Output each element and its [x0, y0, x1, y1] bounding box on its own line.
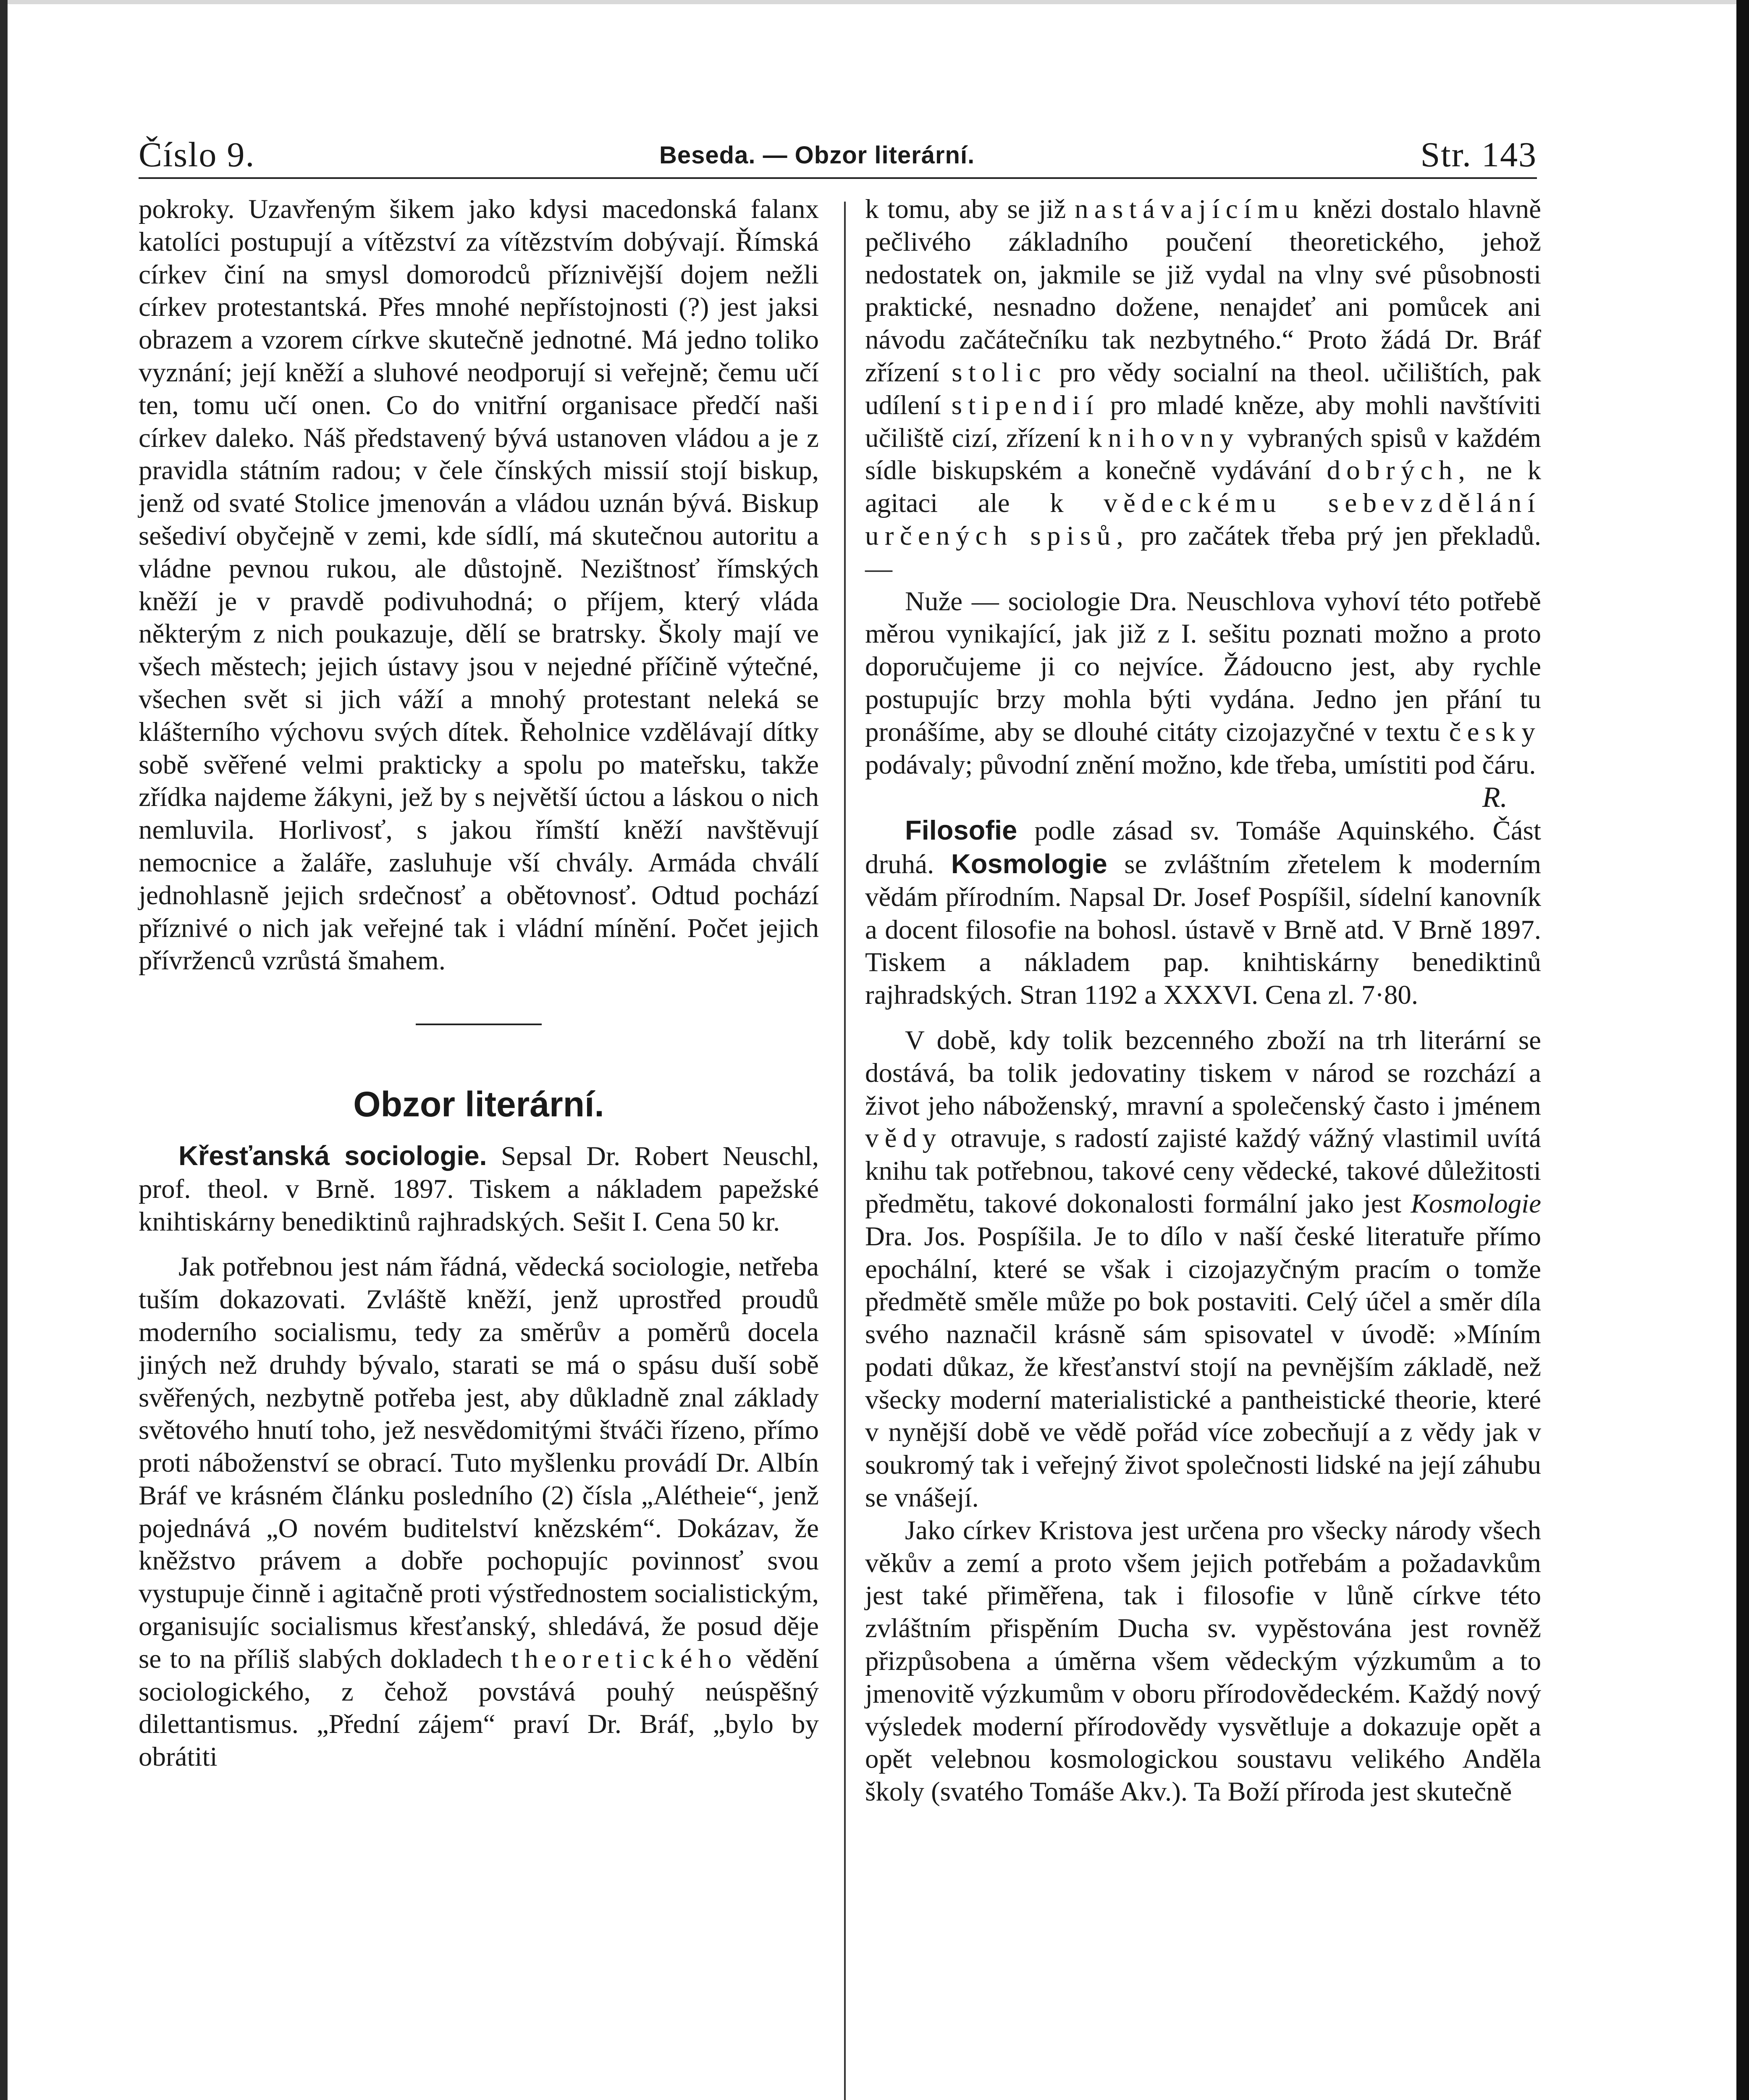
text-span: V době, kdy tolik bezcenného zboží na trh literární se dostává, ba tolik jedovatiny tiskem v národ se rozchází a život jeho náboženský, mravní a společenský často i jménem [865, 1025, 1541, 1121]
page-header [139, 126, 1537, 181]
book-entry-sociology [139, 1139, 819, 1238]
scan-edge-top [0, 0, 1749, 4]
paragraph-sociology-review [139, 1251, 819, 1774]
paragraph-continuation [865, 193, 1541, 585]
spaced-word: knihovny [1088, 423, 1240, 453]
text-span: ne k agitaci ale k [865, 455, 1541, 519]
scan-edge-left [0, 0, 8, 2100]
scan-edge-right [1736, 0, 1749, 2100]
book-info-sociology: Sepsal Dr. Robert Neuschl, prof. theol. v Brně. 1897. Tiskem a nákladem papežské knihtiskárny benediktinů rajhradských. Sešit I. Cena 50 kr. [139, 1141, 819, 1237]
book-title-sociology: Křesťanská sociologie. [178, 1140, 487, 1171]
text-span: Dra. Jos. Pospíšila. Je to dílo v naší české literatuře přímo epochální, které se však i cizojazyčným pracím o tomže předmětě směle může po bok postaviti. Celý účel a směr díla svého naznačil krásně sám spisovatel v úvodě: [865, 1221, 1541, 1350]
text-span: vybraných spisů v každém sídle biskupském a konečně vydávání [865, 423, 1542, 486]
paragraph-cosmology-review [865, 1024, 1541, 1515]
spaced-word: stipendií [951, 390, 1100, 420]
section-title: Obzor literární. [353, 1084, 604, 1124]
header-rule [139, 177, 1537, 179]
italic-title: Kosmologie [1411, 1188, 1541, 1219]
right-column [865, 193, 1541, 1809]
left-column [139, 193, 819, 1774]
running-title: Beseda. — Obzor literární. [659, 142, 975, 169]
page-number: Str. 143 [1420, 135, 1537, 174]
column-divider [844, 202, 846, 2100]
paragraph-recommendation [865, 585, 1542, 814]
author-quote: »Míním podati důkaz, že křesťanství stojí na pevnějším základě, než všecky moderní materialistické a pantheistické theorie, které v nynější době ve vědě pořád více zobecňují a z vědy jak v soukromý tak i veřejný život společnosti lidské na její záhubu se vnášejí. [865, 1319, 1541, 1513]
text-span: otravuje, s radostí zajisté každý vážný vlastimil uvítá knihu tak potřebnou, takové ceny vědecké, takové důležitosti předmětu, takové dokonalosti formální jako jest [865, 1123, 1541, 1219]
text-span: pro mladé kněze, aby mohli navštíviti učiliště cizí, zřízení [865, 390, 1542, 453]
spaced-word: česky [1449, 717, 1542, 747]
spaced-word: theoretického [511, 1643, 738, 1674]
section-separator [416, 1024, 542, 1025]
text-span: pro vědy socialní na theol. učilištích, pak udílení [865, 357, 1542, 420]
review-text: Jak potřebnou jest nám řádná, vědecká sociologie, netřeba tuším dokazovati. Zvláště kněží, jenž uprostřed proudů moderního socialismu, tedy za směrův a poměrů docela jiných než druhdy bývalo, starati se má o spásu duší sobě svěřených, nezbytně potřeba jest, aby důkladně znal základy světového hnutí toho, jež nesvědomitými štváči řízeno, přímo proti náboženství se obrací. Tuto myšlenku provádí Dr. Albín Bráf ve krásném článku posledního (2) čísla „Alétheie“, jenž pojednává „O novém buditelství knězském“. Dokázav, že kněžstvo právem a dobře pochopujíc povinnosť svou vystupuje činně i agitačně proti výstřednostem socialistickým, organisujíc socialismus křesťanský, shledává, že posud děje se to na příliš slabých dokladech [139, 1252, 819, 1674]
spaced-word: vědy [865, 1123, 942, 1154]
book-subtitle-cosmology: Kosmologie [951, 848, 1107, 879]
text-span: pro začátek třeba prý jen překladů. — [865, 520, 1541, 584]
spaced-word: dobrých, [1327, 455, 1471, 486]
text-span: k tomu, aby se již [865, 194, 1066, 224]
book-info-cosmology: se zvláštním zřetelem k moderním vědám přírodním. Napsal Dr. Josef Pospíšil, sídelní kanovník a docent filosofie na bohosl. ústavě v Brně atd. V Brně 1897. Tiskem a nákladem pap. knihtiskárny benediktinů rajhradských. Stran 1192 a XXXVI. Cena zl. 7·80. [865, 849, 1542, 1011]
text-span: knězi dostalo hlavně pečlivého základního poučení theoretického, jehož nedostatek on, jakmile se již vydal na vlny své působnosti praktické, nesnadno dožene, nenajdeť ani pomůcek ani návodu začátečníku tak nezbytného.“ Proto žádá Dr. Bráf zřízení [865, 194, 1541, 388]
spaced-word: stolic [952, 357, 1047, 388]
text-span: podávaly; původní znění možno, kde třeba, umístiti pod čáru. [865, 749, 1536, 780]
book-title-philosophy: Filosofie [905, 815, 1017, 846]
book-info-philosophy: podle zásad sv. Tomáše Aquinského. Část druhá. [865, 816, 1541, 879]
paragraph-church-philosophy: Jako církev Kristova jest určena pro všecky národy všech věkův a zemí a proto všem jejich potřebám a požadavkům jest také přiměřena, tak i filosofie v lůně církve této zvláštním přispěním Ducha sv. vypěstována jest rovněž přizpůsobena a úměrna všem vědeckým výzkumům a to jmenovitě výzkumům v oboru přírodovědeckém. Každý nový výsledek moderní přírodovědy vysvětluje a dokazuje opět a opět velebnou kosmologickou soustavu velikého Anděla školy (svatého Tomáše Akv.). Ta Boží příroda jest skutečně [865, 1515, 1541, 1807]
spaced-word: nastávajícímu [1075, 194, 1304, 224]
spaced-word: vědeckému sebevzdělání určených spisů, [865, 488, 1541, 551]
paragraph-intro: pokroky. Uzavřeným šikem jako kdysi macedonská falanx katolíci postupují a vítězství za vítězstvím dobývají. Římská církev činí na smysl domorodců příznivější dojem nežli církev protestantská. Přes mnohé nepřístojnosti (?) jest jaksi obrazem a vzorem církve skutečně jednotné. Má jedno toliko vyznání; její kněží a sluhové neodporují si veřejně; čemu učí ten, tomu učí onen. Co do vnitřní organisace předčí naši církev daleko. Náš představený bývá ustanoven vládou a je z pravidla státním radou; v čele čínských missií stojí biskup, jenž od svaté Stolice jmenován a vládou uznán bývá. Biskup sešediví obyčejně v zemi, kde sídlí, má skutečnou autoritu a vládne pevnou rukou, ale důstojně. Nezištnosť římských kněží je v pravdě podivuhodná; o příjem, který vláda některým z nich poukazuje, dělí se bratrsky. Školy mají ve všech městech; jejich ústavy jsou v nejedné příčině výtečné, všechen svět si jich váží a mnohý protestant neleká se klášterního výchovu svých dítek. Řeholnice vzdělávají dítky sobě svěřené velmi prakticky a spolu po mateřsku, takže zřídka najdeme žákyni, jež by s největší úctou a láskou o nich nemluvila. Horlivosť, s jakou římští kněží navštěvují nemocnice a žaláře, zasluhuje vší chvály. Armáda chválí jednohlasně jejich srdečnosť a obětovnosť. Odtud pochází příznivé o nich jak veřejné tak i vládní mínění. Počet jejich přívrženců vzrůstá šmahem. [139, 194, 819, 976]
issue-number: Číslo 9. [139, 135, 255, 174]
book-entry-philosophy [865, 814, 1541, 1012]
text-span: Nuže — sociologie Dra. Neuschlova vyhoví této potřebě měrou vynikající, jak již z I. sešitu poznati možno a proto doporučujeme ji co nejvíce. Žádoucno jest, aby rychle postupujíc brzy mohla býti vydána. Jedno jen přání tu pronášíme, aby se dlouhé citáty cizojazyčné v textu [865, 586, 1541, 747]
reviewer-signature: R. [1482, 781, 1508, 814]
review-text-end: vědění sociologického, z čehož povstává pouhý neúspěšný dilettantismus. „Přední zájem“ praví Dr. Bráf, „bylo by obrátiti [139, 1643, 819, 1772]
